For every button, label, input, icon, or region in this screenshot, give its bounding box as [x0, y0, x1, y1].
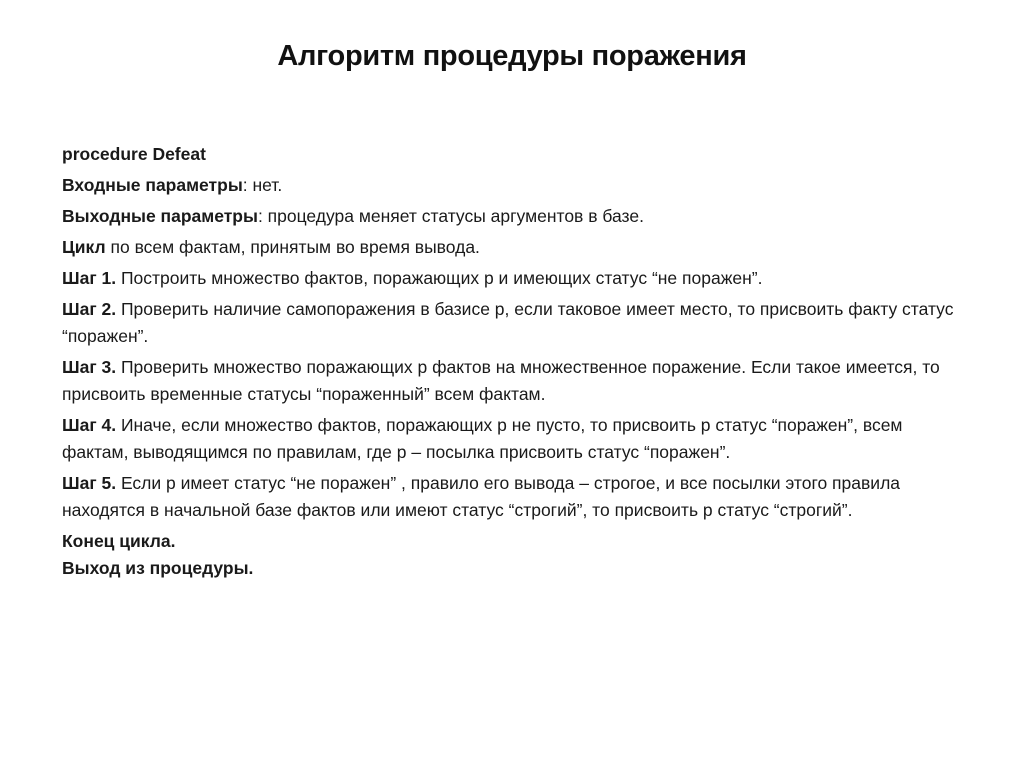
step-label: Шаг 2.	[62, 299, 117, 319]
procedure-name: procedure Defeat	[62, 144, 206, 164]
step-text: Проверить наличие самопоражения в базисе p, если таковое имеет место, то присвоить факту статус “поражен”.	[62, 299, 954, 346]
input-params-label: Входные параметры	[62, 175, 243, 195]
step-text: Проверить множество поражающих p фактов на множественное поражение. Если такое имеется, то присвоить временные статусы “пораженный” всем фактам.	[62, 357, 940, 404]
step-text: Иначе, если множество фактов, поражающих p не пусто, то присвоить p статус “поражен”, всем фактам, выводящимся по правилам, где p – посылка присвоить статус “поражен”.	[62, 415, 903, 462]
loop-label: Цикл	[62, 237, 106, 257]
exit-procedure: Выход из процедуры.	[62, 558, 254, 578]
slide-title: Алгоритм процедуры поражения	[277, 40, 747, 72]
step-4	[62, 412, 962, 466]
step-text: Построить множество фактов, поражающих p и имеющих статус “не поражен”.	[116, 268, 763, 288]
loop-line	[62, 234, 962, 261]
output-params-text: : процедура меняет статусы аргументов в базе.	[257, 206, 644, 226]
loop-text: по всем фактам, принятым во время вывода.	[105, 237, 480, 257]
procedure-line	[62, 141, 962, 168]
step-3	[62, 354, 962, 408]
input-params-line	[62, 172, 962, 199]
step-5	[62, 470, 962, 524]
end-block	[62, 528, 962, 582]
step-text: Если p имеет статус “не поражен” , правило его вывода – строгое, и все посылки этого правила находятся в начальной базе фактов или имеют статус “строгий”, то присвоить p статус “строгий”.	[62, 473, 901, 520]
step-2	[62, 296, 962, 350]
end-loop: Конец цикла.	[62, 531, 176, 551]
step-1	[62, 265, 962, 292]
step-label: Шаг 5.	[62, 473, 117, 493]
step-label: Шаг 4.	[62, 415, 117, 435]
step-label: Шаг 1.	[62, 268, 117, 288]
output-params-label: Выходные параметры	[62, 206, 258, 226]
slide-body	[62, 141, 962, 582]
step-label: Шаг 3.	[62, 357, 117, 377]
input-params-text: : нет.	[242, 175, 283, 195]
output-params-line	[62, 203, 962, 230]
